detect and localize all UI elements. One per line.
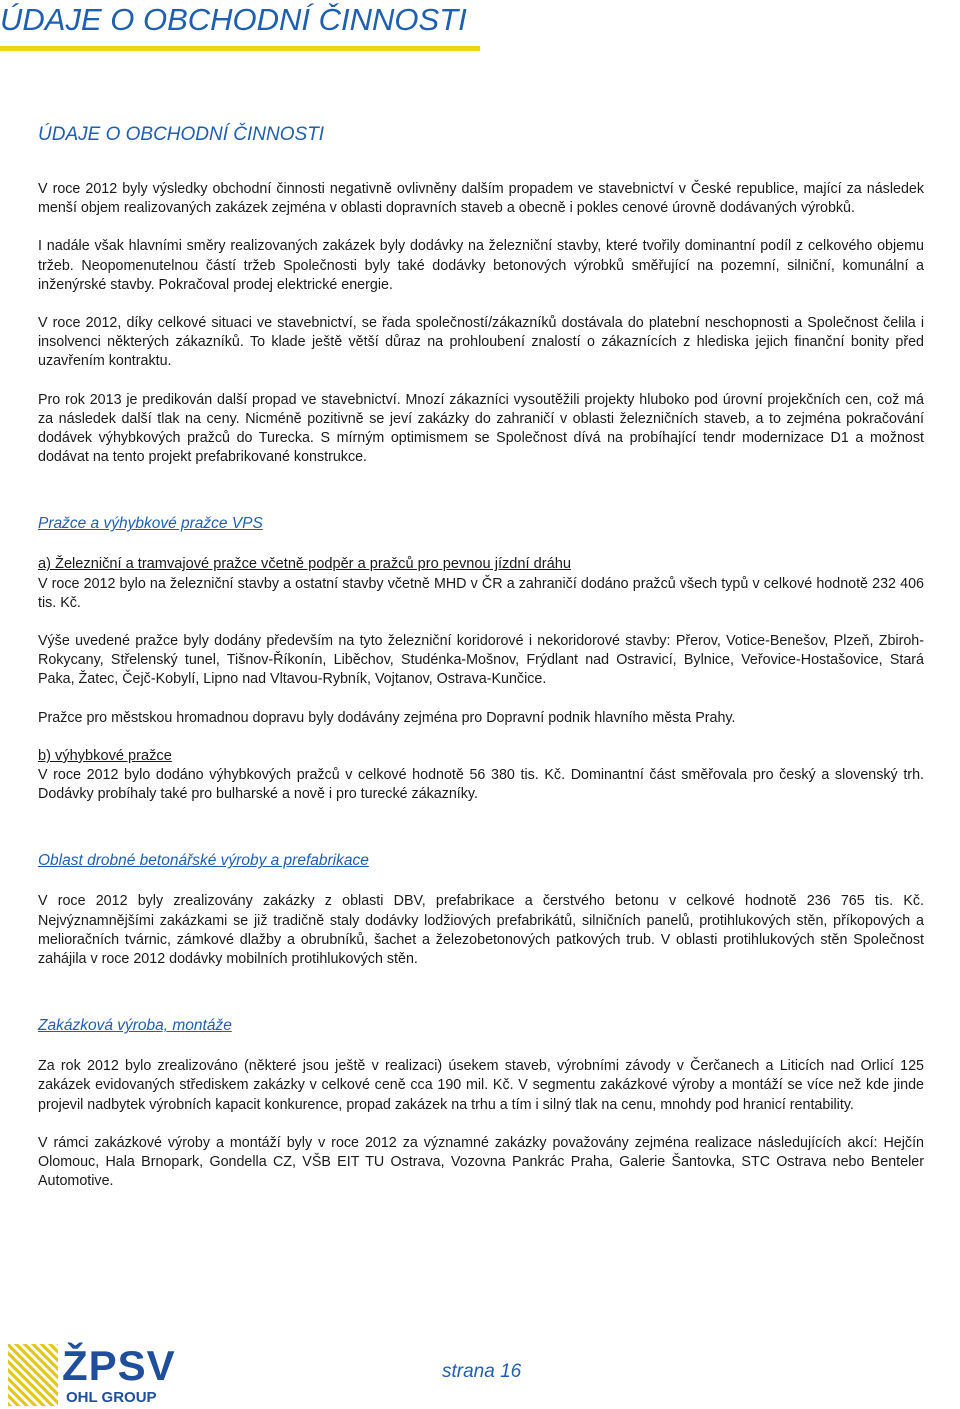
section-heading-custom: Zakázková výroba, montáže [38, 1017, 232, 1035]
custom-paragraph-2: V rámci zakázkové výroby a montáží byly v roce 2012 za významné zakázky považovány zejména realizace následujících akcí: Hejčín Olomouc, Hala Brnopark, Gondella CZ, VŠB EIT TU Ostrava, Vozovna Pankrác Praha, Galerie Šantovka, STC Ostrava nebo Benteler Automotive. [38, 1134, 924, 1190]
page-title: ÚDAJE O OBCHODNÍ ČINNOSTI [38, 124, 325, 145]
page-number: strana 16 [442, 1361, 522, 1382]
header-rule [0, 46, 480, 51]
logo-pattern-icon [8, 1344, 58, 1406]
sleepers-paragraph-2: Výše uvedené pražce byly dodány především na tyto železniční koridorové i nekoridorové stavby: Přerov, Votice-Benešov, Plzeň, Zbiroh-Rokycany, Střelenský tunel, Tišnov-Říkonín, Liběchov, Studénka-Mošnov, Frýdlant nad Ostravicí, Bylnice, Veřovice-Hostašovice, Stará Paka, Žatec, Čejč-Kobylí, Lipno nad Vltavou-Rybník, Vojtanov, Ostrava-Kunčice. [38, 633, 924, 688]
section-heading-sleepers: Pražce a výhybkové pražce VPS [38, 515, 263, 533]
concrete-paragraph: V roce 2012 byly zrealizovány zakázky z oblasti DBV, prefabrikace a čerstvého betonu v celkové hodnotě 236 765 tis. Kč. Nejvýznamnějšími zakázkami se již tradičně staly dodávky lodžiových prefabrikátů, silničních panelů, protihlukových stěn, příkopových a melioračních tvárnic, zámkové dlažby a obrubníků, šachet a železobetonových patkových trub. V oblasti protihlukových stěn Společnost zahájila v roce 2012 dodávky mobilních protihlukových stěn. [38, 893, 924, 968]
section-heading-concrete: Oblast drobné betonářské výroby a prefabrikace [38, 852, 369, 870]
logo-wordmark: ŽPSV [62, 1342, 176, 1389]
intro-paragraph-2: I nadále však hlavními směry realizovaných zakázek byly dodávky na železniční stavby, které tvořily dominantní podíl z celkového objemu tržeb. Neopomenutelnou částí tržeb Společnosti byly také dodávky betonových výrobků směřující na pozemní, silniční, komunální a inženýrské stavby. Pokračoval prodej elektrické energie. [38, 238, 924, 293]
subsection-heading-b: b) výhybkové pražce [38, 747, 172, 764]
intro-paragraph-4: Pro rok 2013 je predikován další propad ve stavebnictví. Mnozí zákazníci vysoutěžili projekty hluboko pod úrovní projekčních cen, což má za následek další tlak na ceny. Nicméně pozitivně se jeví zakázky do zahraničí v oblasti železničních staveb, a to zejména pokračování dodávek výhybkových pražců do Turecka. S mírným optimismem se Společnost dívá na probíhající tendr modernizace D1 a možnost dodávat na tento projekt prefabrikované konstrukce. [38, 391, 924, 466]
page-footer [0, 1340, 960, 1409]
switch-sleepers-paragraph: V roce 2012 bylo dodáno výhybkových pražců v celkové hodnotě 56 380 tis. Kč. Dominantní část směřovala pro český a slovenský trh. Dodávky probíhaly také pro bulharské a nově i pro turecké zákazníky. [38, 767, 924, 803]
company-logo [8, 1344, 196, 1406]
sleepers-paragraph-1: V roce 2012 bylo na železniční stavby a ostatní stavby včetně MHD v ČR a zahraničí dodáno pražců všech typů v celkové hodnotě 232 406 tis. Kč. [38, 575, 924, 611]
page-header [0, 0, 960, 52]
header-title: ÚDAJE O OBCHODNÍ ČINNOSTI [0, 2, 467, 37]
intro-paragraph-3: V roce 2012, díky celkové situaci ve stavebnictví, se řada společností/zákazníků dostávala do platební neschopnosti a Společnost čelila i insolvenci některých zákazníků. To klade ještě větší důraz na prohloubení znalostí o zákaznících z hlediska jejich finanční bonity před uzavřením kontraktu. [38, 315, 924, 370]
logo-group-text: OHL GROUP [66, 1389, 157, 1406]
subsection-heading-a: a) Železniční a tramvajové pražce včetně podpěr a pražců pro pevnou jízdní dráhu [38, 556, 571, 573]
custom-paragraph-1: Za rok 2012 bylo zrealizováno (některé jsou ještě v realizaci) úsekem staveb, výrobními závody v Čerčanech a Liticích nad Orlicí 125 zakázek evidovaných střediskem zakázky v celkové ceně cca 190 mil. Kč. V segmentu zakázkové výroby a montáží se více než kde jinde projevil nadbytek výrobních kapacit konkurence, propad zakázek na trhu a tím i silný tlak na cenu, mnohdy pod hranicí rentability. [38, 1058, 924, 1113]
sleepers-paragraph-3: Pražce pro městskou hromadnou dopravu byly dodávány zejména pro Dopravní podnik hlavního města Prahy. [38, 709, 736, 726]
document-body [38, 180, 924, 1192]
intro-paragraph-1: V roce 2012 byly výsledky obchodní činnosti negativně ovlivněny dalším propadem ve stavebnictví v České republice, mající za následek menší objem realizovaných zakázek zejména v oblasti dopravních staveb a obecně i pokles cenové úrovně dodávaných výrobků. [38, 181, 924, 217]
